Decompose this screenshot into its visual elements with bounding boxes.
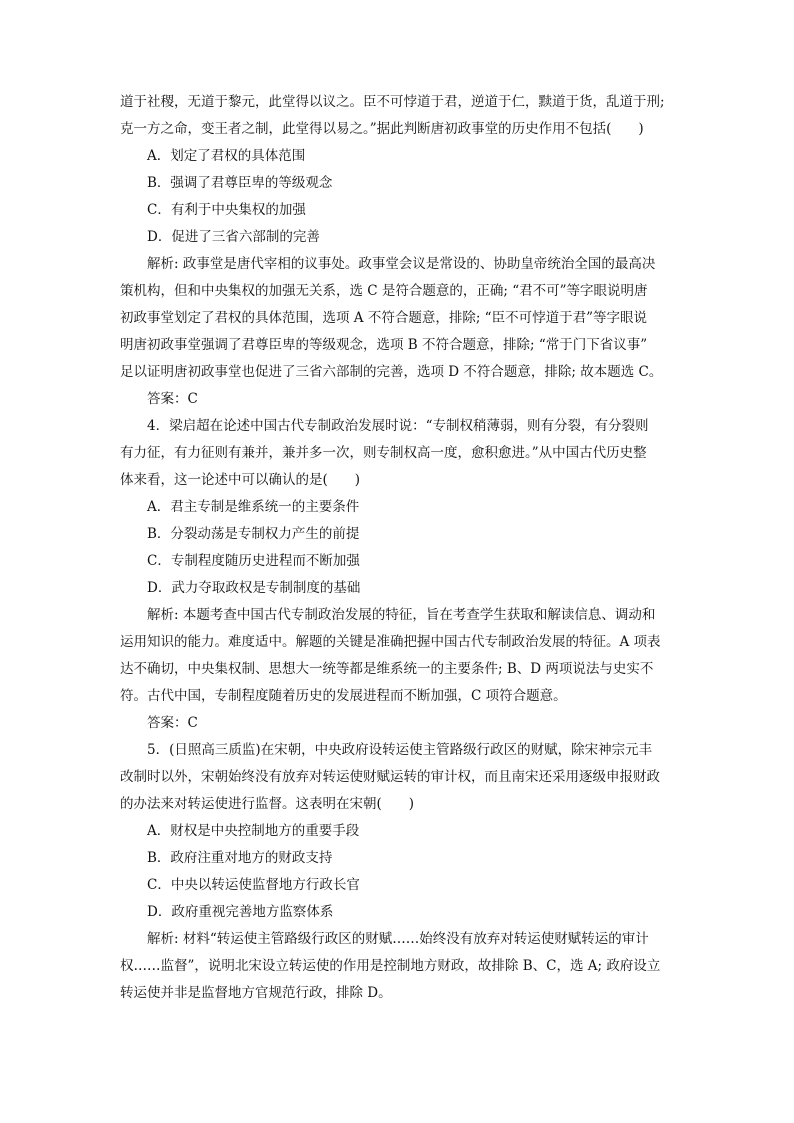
q4-stem-line: 有力征，有力征则有兼并，兼并多一次，则专制权高一度，愈积愈进。”从中国古代历史整 — [120, 445, 647, 461]
q4-answer: 答案：C — [147, 715, 198, 731]
q3-option-b: B．强调了君尊臣卑的等级观念 — [147, 175, 333, 191]
q4-option-a: A．君主专制是维系统一的主要条件 — [147, 499, 360, 515]
q4-option-c: C．专制程度随历史进程而不断加强 — [147, 553, 360, 569]
question-5 — [120, 737, 676, 1007]
q5-analysis-line: 转运使并非是监督地方官规范行政，排除 D。 — [120, 985, 392, 1001]
q3-analysis-line: 明唐初政事堂强调了君尊臣卑的等级观念，选项 B 不符合题意，排除; “常于门下省议事” — [120, 337, 648, 353]
q4-option-b: B．分裂动荡是专制权力产生的前提 — [147, 526, 360, 542]
q5-analysis-line: 解析: 材料“转运使主管路级行政区的财赋……始终没有放弃对转运使财赋转运的审计 — [147, 931, 649, 947]
q3-option-c: C．有利于中央集权的加强 — [147, 202, 306, 218]
q3-answer: 答案：C — [147, 391, 198, 407]
q3-stem-line: 克一方之命，变王者之制，此堂得以易之。”据此判断唐初政事堂的历史作用不包括( ) — [120, 121, 644, 137]
q3-analysis-line: 解析: 政事堂是唐代宰相的议事处。政事堂会议是常设的、协助皇帝统治全国的最高决 — [147, 256, 656, 272]
q3-option-a: A．划定了君权的具体范围 — [147, 148, 306, 164]
q5-analysis-line: 权……监督”，说明北宋设立转运使的作用是控制地方财政，故排除 B、C，选 A; 政府设立 — [120, 958, 661, 974]
q3-analysis-line: 足以证明唐初政事堂也促进了三省六部制的完善，选项 D 不符合题意，排除; 故本题选 C。 — [120, 364, 663, 380]
q4-analysis-line: 解析: 本题考查中国古代专制政治发展的特征，旨在考查学生获取和解读信息、调动和 — [147, 607, 656, 623]
q5-stem-line: 5．(日照高三质监)在宋朝，中央政府设转运使主管路级行政区的财赋，除宋神宗元丰 — [147, 742, 653, 758]
q3-option-d: D．促进了三省六部制的完善 — [147, 229, 320, 245]
q4-stem-line: 体来看，这一论述中可以确认的是( ) — [120, 472, 361, 488]
q3-stem-line: 道于社稷，无道于黎元，此堂得以议之。臣不可悖道于君，逆道于仁，黩道于货，乱道于刑; — [120, 94, 665, 110]
q5-option-d: D．政府重视完善地方监察体系 — [147, 904, 334, 920]
q3-analysis-line: 策机构，但和中央集权的加强无关系，选 C 是符合题意的，正确; “君不可”等字眼说明唐 — [120, 283, 648, 299]
q4-option-d: D．武力夺取政权是专制制度的基础 — [147, 580, 361, 596]
q3-analysis-line: 初政事堂划定了君权的具体范围，选项 A 不符合题意，排除; “臣不可悖道于君”等字眼说 — [120, 310, 647, 326]
q5-stem-line: 改制时以外，宋朝始终没有放弃对转运使财赋运转的审计权，而且南宋还采用逐级申报财政 — [120, 769, 660, 785]
question-3 — [120, 89, 676, 413]
q4-stem-line: 4．梁启超在论述中国古代专制政治发展时说：“专制权稍薄弱，则有分裂，有分裂则 — [147, 418, 649, 434]
q5-option-c: C．中央以转运使监督地方行政长官 — [147, 877, 360, 893]
q4-analysis-line: 符。古代中国，专制程度随着历史的发展进程而不断加强，C 项符合题意。 — [120, 688, 567, 704]
question-4 — [120, 413, 676, 737]
q5-stem-line: 的办法来对转运使进行监督。这表明在宋朝( ) — [120, 796, 415, 812]
q4-analysis-line: 运用知识的能力。难度适中。解题的关键是准确把握中国古代专制政治发展的特征。A 项表 — [120, 634, 661, 650]
q4-analysis-line: 达不确切，中央集权制、思想大一统等都是维系统一的主要条件; B、D 两项说法与史实不 — [120, 661, 654, 677]
page-content — [120, 89, 676, 1007]
q5-option-b: B．政府注重对地方的财政支持 — [147, 850, 333, 866]
q5-option-a: A．财权是中央控制地方的重要手段 — [147, 823, 360, 839]
